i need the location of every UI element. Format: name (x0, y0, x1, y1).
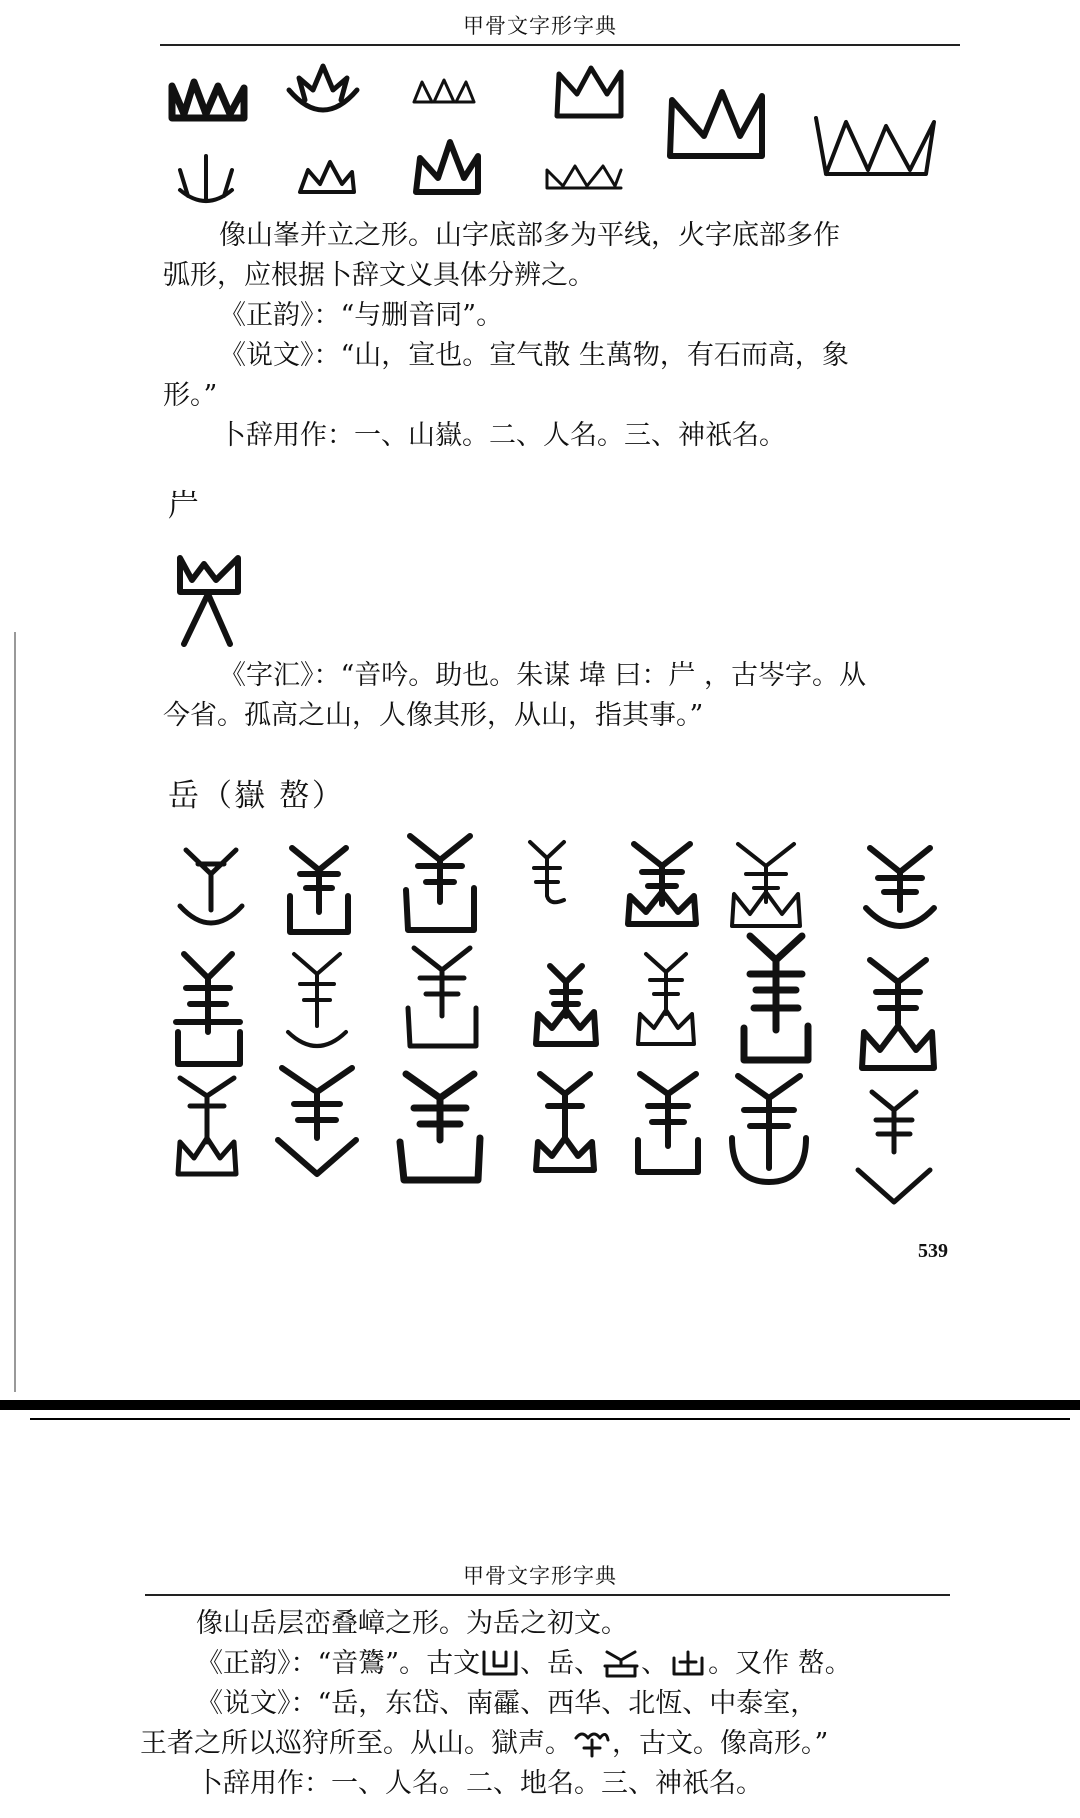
yue-glyph-grid (0, 830, 1080, 1210)
shan-glyph-form (664, 84, 768, 164)
citation-text: 《正韵》：“音鷟”。古文 (196, 1648, 481, 1679)
ancient-yue-glyph-1 (480, 1648, 520, 1678)
yue-glyph-form (284, 840, 354, 940)
yue-glyph-form (170, 948, 246, 1068)
yue-glyph-form (632, 948, 700, 1048)
citation-shuowen-cont: 形。” (163, 380, 218, 411)
definition-line: 像山峯并立之形。山字底部多为平线，火字底部多作 (219, 220, 840, 251)
shan-definition (163, 216, 849, 456)
yue-glyph-form (394, 1066, 486, 1186)
running-head: 甲骨文字形字典 (463, 14, 617, 38)
citation-zhengyun: 《正韵》：“与删音同”。 (219, 300, 504, 331)
yue-glyph-form (272, 1060, 362, 1180)
page-number: 539 (918, 1240, 948, 1262)
yue-glyph-form (726, 836, 806, 936)
yue-glyph-form (736, 930, 816, 1070)
citation-text: 、岳、 (520, 1648, 602, 1679)
shan-glyph-form (285, 60, 361, 120)
oracle-usage: 卜辞用作：一、山嶽。二、人名。三、神祇名。 (219, 420, 786, 451)
shan-glyph-form (296, 158, 358, 198)
shan-glyph-form (412, 76, 476, 106)
citation-text: 王者之所以巡狩所至。从山。獄声。 (140, 1728, 572, 1759)
yue-glyph-form (402, 942, 482, 1052)
running-head: 甲骨文字形字典 (463, 1564, 617, 1588)
shan-glyph-form (412, 138, 482, 196)
citation-zihui-cont: 今省。孤高之山，人像其形，从山，指其事。” (163, 700, 704, 731)
shan-glyph-form (812, 112, 938, 182)
ancient-yue-glyph-4 (572, 1728, 612, 1758)
yue-glyph-form (400, 830, 480, 940)
citation-shuowen-cont (140, 1724, 852, 1764)
citation-text: ，古文。像高形。” (612, 1728, 829, 1759)
ancient-yue-glyph-3 (668, 1648, 708, 1678)
header-rule (160, 44, 960, 46)
headword-yin: 屵 (168, 488, 201, 524)
citation-shuowen: 《说文》：“岳，东岱、南靃、西华、北恆、中泰室， (196, 1688, 818, 1719)
citation-zihui: 《字汇》：“音吟。助也。朱谋 㙔 曰：屵 ，古岑字。从 (219, 660, 867, 691)
scan-left-edge (14, 632, 16, 1392)
yue-glyph-form (630, 1066, 706, 1176)
yin-definition (163, 656, 866, 736)
shan-glyph-form (543, 160, 625, 194)
yue-glyph-form (622, 836, 702, 936)
yue-glyph-form (530, 1066, 600, 1176)
oracle-usage: 卜辞用作：一、人名。二、地名。三、神祇名。 (196, 1768, 763, 1799)
header-rule (145, 1594, 950, 1596)
citation-text: 。又作 嶅。 (708, 1648, 852, 1679)
ancient-yue-glyph-2 (601, 1648, 641, 1678)
headword-yue: 岳（嶽 嶅） (168, 778, 345, 814)
page-divider-thin (30, 1418, 1070, 1420)
dictionary-page-next (0, 1530, 1080, 1818)
citation-zhengyun (140, 1644, 852, 1684)
shan-glyph-form (553, 64, 625, 120)
yue-glyph-form (176, 840, 246, 940)
shan-glyph-form (176, 150, 236, 208)
yue-glyph-form (852, 1086, 936, 1206)
yue-definition (140, 1604, 852, 1804)
yue-glyph-form (530, 960, 602, 1050)
page-divider-thick (0, 1400, 1080, 1410)
shan-glyph-form (168, 74, 248, 122)
yue-glyph-form (522, 836, 572, 908)
yue-glyph-form (856, 954, 940, 1074)
yin-glyph-form (174, 550, 244, 650)
citation-text: 、 (641, 1648, 669, 1679)
definition-line: 弧形，应根据卜辞文义具体分辨之。 (163, 260, 595, 291)
definition-line: 像山岳层峦叠嶂之形。为岳之初文。 (196, 1608, 628, 1639)
yue-glyph-form (724, 1068, 814, 1188)
yue-glyph-form (282, 948, 352, 1058)
citation-shuowen: 《说文》：“山，宣也。宣气散 生萬物，有石而高，象 (219, 340, 849, 371)
yue-glyph-form (860, 840, 940, 940)
yue-glyph-form (172, 1070, 242, 1180)
